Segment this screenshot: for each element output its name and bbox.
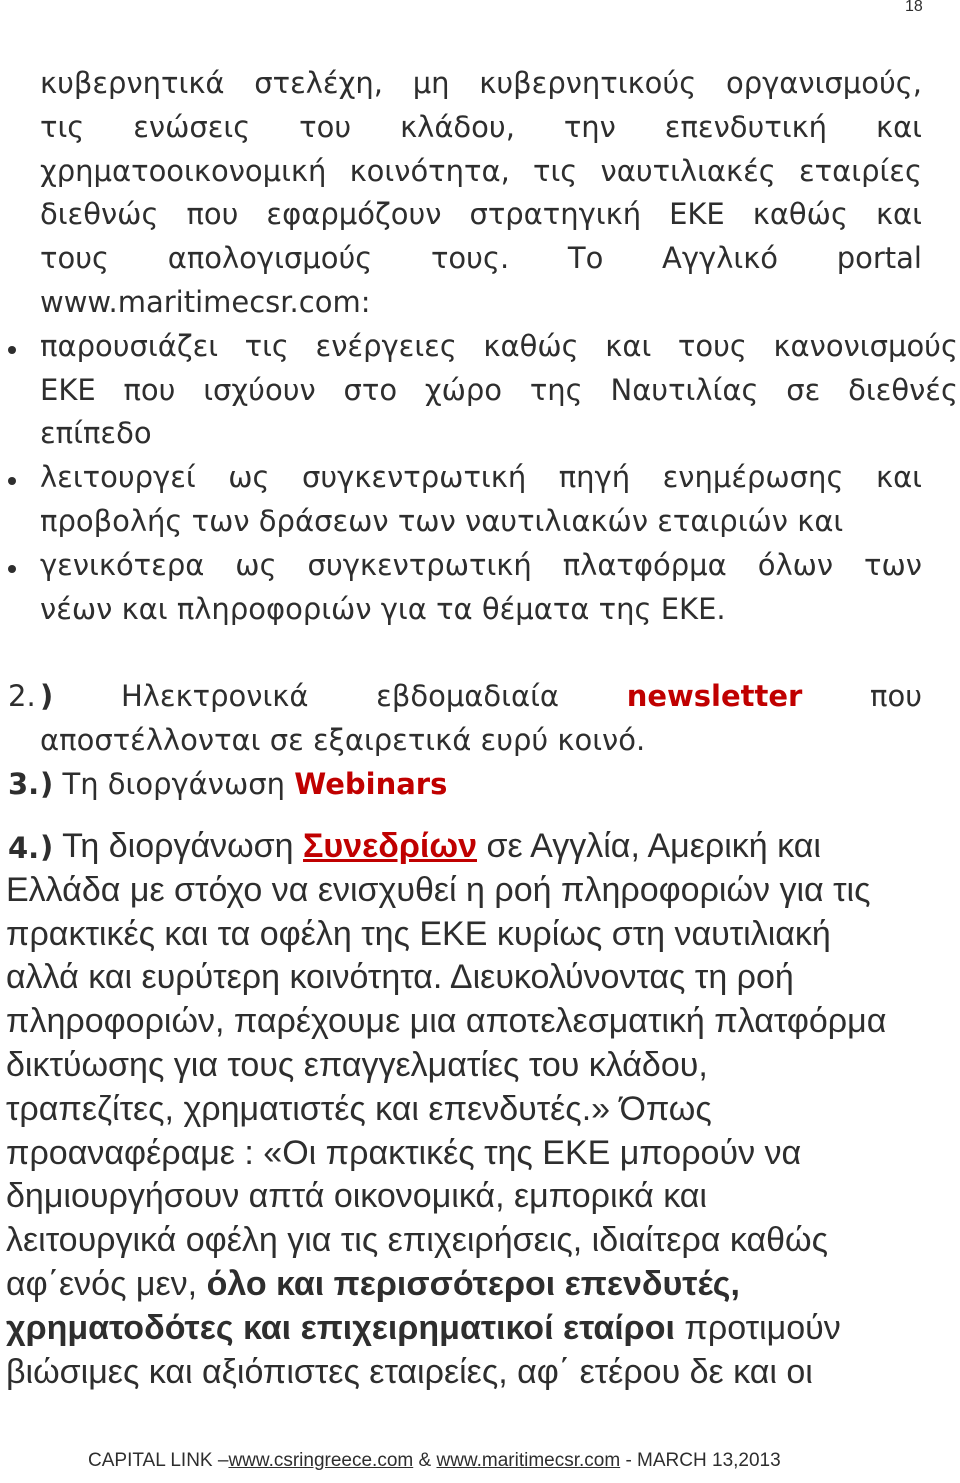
item-number: 3.: [8, 766, 40, 801]
body-text-line: χρηματοοικονομική κοινότητα, τις ναυτιλιακές εταιρίες: [40, 153, 922, 188]
item-text-tail: που: [870, 679, 923, 713]
body-text: αφ΄ενός μεν,: [6, 1264, 198, 1303]
item-text-tail: σε Αγγλία, Αμερική και: [486, 827, 821, 865]
list-item-2-continuation: αποστέλλονται σε εξαιρετικά ευρύ κοινό.: [40, 722, 646, 757]
bullet-text-line: επίπεδο: [40, 416, 152, 451]
conferences-section: [0, 825, 960, 1394]
footer-join: &: [418, 1450, 432, 1471]
bullet-text-line: ΕΚΕ που ισχύουν στο χώρο της Ναυτιλίας σε διεθνές: [40, 372, 958, 407]
item-number: 4.: [8, 831, 40, 865]
footer-prefix: CAPITAL LINK –: [88, 1450, 229, 1471]
body-text-line: προαναφέραμε : «Οι πρακτικές της ΕΚΕ μπορούν να: [6, 1133, 802, 1172]
body-text-line: τραπεζίτες, χρηματιστές και επενδυτές.» Όπως: [6, 1089, 712, 1128]
bullet-text: γενικότερα ως συγκεντρωτική πλατφόρμα όλων των: [40, 547, 922, 582]
body-text-line: κυβερνητικά στελέχη, μη κυβερνητικούς οργανισμούς,: [40, 66, 922, 100]
body-text-line-emphasis: [6, 1263, 960, 1307]
intro-section: [0, 62, 960, 631]
footer-link-maritimecsr[interactable]: www.maritimecsr.com: [436, 1450, 621, 1471]
bold-text: χρηματοδότες και επιχειρηματικοί εταίροι: [6, 1308, 675, 1347]
body-text-line: πρακτικές και τα οφέλη της ΕΚΕ κυρίως στη ναυτιλιακή: [6, 914, 831, 953]
conferences-highlight: Συνεδρίων: [303, 827, 477, 865]
bullet-item-1: [40, 325, 958, 369]
item-number: 2.: [8, 679, 36, 713]
body-text-line: αλλά και ευρύτερη κοινότητα. Διευκολύνοντας τη ροή: [6, 958, 794, 997]
body-text-line: διεθνώς που εφαρμόζουν στρατηγική ΕΚΕ καθώς και: [40, 197, 922, 232]
body-text-line: www.maritimecsr.com:: [40, 284, 371, 319]
bullet-item-2: [40, 456, 922, 500]
body-text-line: τους απολογισμούς τους. Το Αγγλικό portal: [40, 241, 922, 276]
numbered-section: [0, 675, 960, 806]
body-text-line: πληροφοριών, παρέχουμε μια αποτελεσματική πλατφόρμα: [6, 1002, 887, 1041]
bold-text: όλο και περισσότεροι επενδυτές,: [206, 1264, 740, 1303]
item-paren: ): [40, 679, 54, 713]
item-paren: ): [40, 830, 54, 864]
bullet-icon: [8, 565, 16, 573]
body-text-line: λειτουργικά οφέλη για τις επιχειρήσεις, ιδιαίτερα καθώς: [6, 1221, 828, 1260]
item-text: Τη διοργάνωση: [62, 827, 294, 865]
bullet-item-3: [40, 544, 922, 588]
body-text: προτιμούν: [684, 1308, 841, 1347]
body-text-line: βιώσιμες και αξιόπιστες εταιρείες, αφ΄ ετέρου δε και οι: [6, 1352, 813, 1391]
body-text-line: τις ενώσεις του κλάδου, την επενδυτική και: [40, 109, 922, 144]
item-text: Τη διοργάνωση: [62, 766, 286, 801]
newsletter-highlight: newsletter: [626, 679, 803, 713]
page-footer: [88, 1449, 781, 1473]
item-text: Ηλεκτρονικά εβδομαδιαία: [120, 679, 560, 713]
body-text-line: δικτύωσης για τους επαγγελματίες του κλάδου,: [6, 1045, 708, 1084]
list-item-2: [8, 675, 923, 719]
bullet-text-line: νέων και πληροφοριών για τα θέματα της ΕΚΕ.: [40, 591, 726, 626]
list-item-4: [8, 825, 960, 869]
body-text-line: δημιουργήσουν απτά οικονομικά, εμπορικά και: [6, 1177, 707, 1216]
bullet-text-line: προβολής των δράσεων των ναυτιλιακών εταιριών και: [40, 503, 844, 538]
footer-suffix: - MARCH 13,2013: [625, 1450, 781, 1471]
list-item-3: [8, 763, 960, 807]
item-paren: ): [40, 766, 54, 801]
footer-link-csringreece[interactable]: www.csringreece.com: [228, 1450, 414, 1471]
webinars-highlight: Webinars: [294, 766, 448, 801]
bullet-text: λειτουργεί ως συγκεντρωτική πηγή ενημέρωσης και: [40, 460, 922, 495]
body-text-line: Ελλάδα με στόχο να ενισχυθεί η ροή πληροφοριών για τις: [6, 870, 871, 909]
bullet-icon: [8, 477, 16, 485]
bullet-icon: [8, 346, 16, 354]
page-number: 18: [905, 0, 923, 15]
body-text-line-emphasis: [6, 1307, 960, 1351]
bullet-text: παρουσιάζει τις ενέργειες καθώς και τους κανονισμούς: [40, 328, 958, 363]
